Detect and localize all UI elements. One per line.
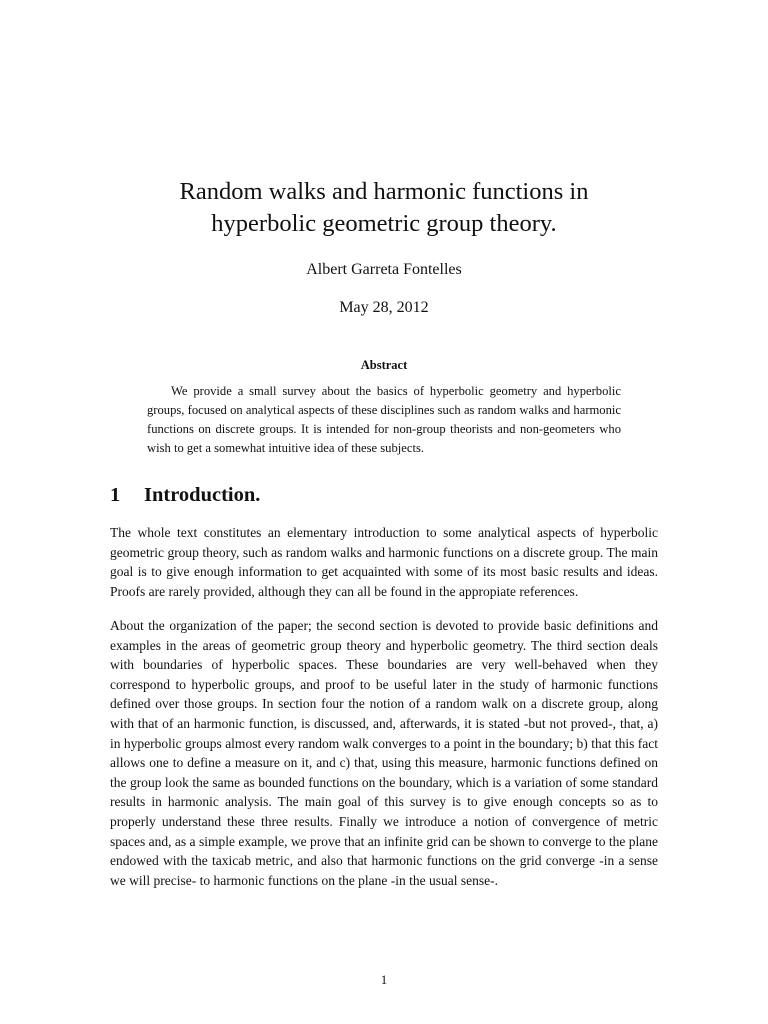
section-number: 1 — [110, 484, 121, 506]
intro-paragraph-2: About the organization of the paper; the second section is devoted to provide basic definitions and examples in the areas of geometric group theory and hyperbolic geometry. The third section deals with boundaries of hyperbolic spaces. These boundaries are very well-behaved when they correspond to hyperbolic groups, and proof to be useful later in the study of harmonic functions defined over those groups. In section four the notion of a random walk on a discrete group, along with that of an harmonic function, is discussed, and, afterwards, it is stated -but not proved-, that, a) in hyperbolic groups almost every random walk converges to a point in the boundary; b) that this fact allows one to define a measure on it, and c) that, using this measure, harmonic functions defined on the group look the same as bounded functions on the boundary, which is a variation of some standard results in harmonic analysis. The main goal of this survey is to give enough concepts so as to properly understand these three results. Finally we introduce a notion of convergence of metric spaces and, as a simple example, we prove that an infinite grid can be shown to converge to the plane endowed with the taxicab metric, and also that harmonic functions on the grid converge -in a sense we will precise- to harmonic functions on the plane -in the usual sense-. — [110, 618, 658, 888]
paper-title — [100, 176, 668, 240]
title-line-2: hyperbolic geometric group theory. — [211, 210, 557, 237]
author-name: Albert Garreta Fontelles — [306, 261, 462, 278]
abstract-text: We provide a small survey about the basics of hyperbolic geometry and hyperbolic groups, focused on analytical aspects of these disciplines such as random walks and harmonic functions on discrete groups. It is intended for non-group theorists and non-geometers who wish to get a somewhat intuitive idea of these subjects. — [147, 384, 621, 455]
publication-date: May 28, 2012 — [339, 299, 429, 316]
section-title: Introduction. — [144, 484, 261, 506]
intro-paragraph-1: The whole text constitutes an elementary introduction to some analytical aspects of hyperbolic geometric group theory, such as random walks and harmonic functions on a discrete group. The main goal is to give enough information to get acquainted with some of its most basic results and ideas. Proofs are rarely provided, although they can all be found in the appropiate references. — [110, 525, 658, 599]
section-heading — [110, 481, 658, 509]
abstract-heading: Abstract — [360, 358, 408, 372]
page-number: 1 — [380, 972, 388, 987]
title-line-1: Random walks and harmonic functions in — [179, 178, 589, 205]
